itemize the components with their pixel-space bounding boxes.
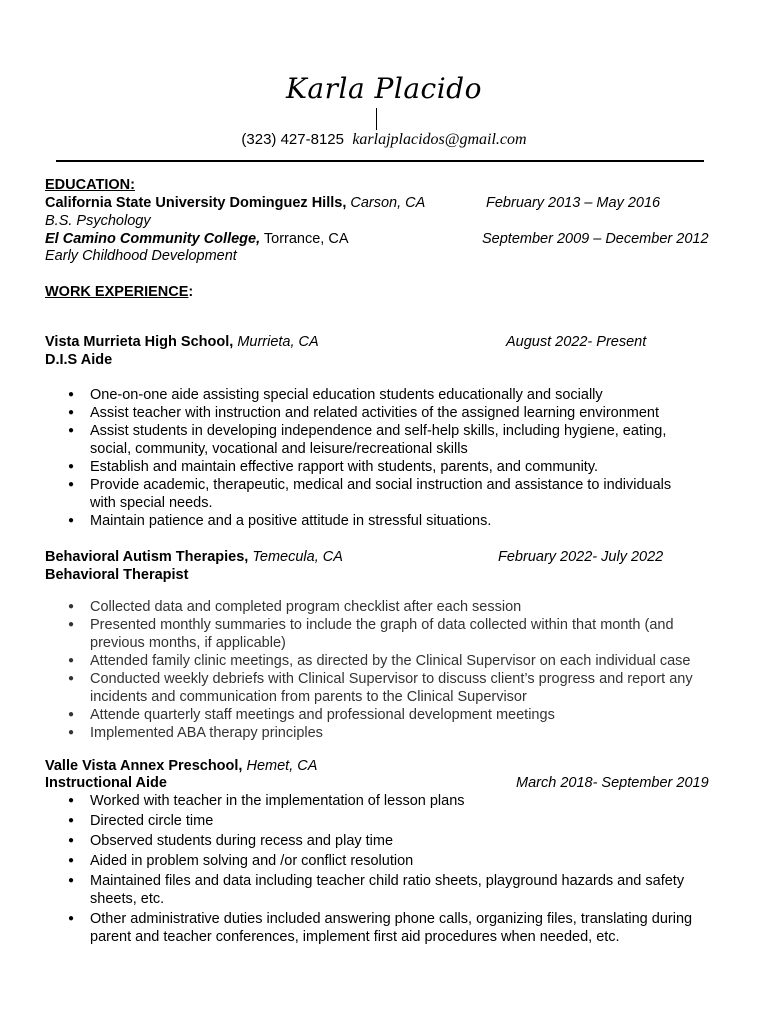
list-item: ● Attended family clinic meetings, as directed by the Clinical Supervisor on each individual case [68,652,722,670]
school-name: El Camino Community College, [45,231,261,247]
employer-location: Hemet, CA [246,758,318,774]
education-dates-2: September 2009 – December 2012 [482,231,709,247]
list-item: ● Other administrative duties included answering phone calls, organizing files, translating during parent and teacher conferences, implement first aid procedures when needed, etc. [68,910,722,946]
school-location: Carson, CA [350,195,426,211]
school-name: California State University Dominguez Hills, [45,195,347,211]
list-item: ● Presented monthly summaries to include the graph of data collected within that month (and previous months, if applicable) [68,616,722,652]
job-3-title: Instructional Aide [45,775,167,791]
list-item: ● Establish and maintain effective rapport with students, parents, and community. [68,458,700,476]
education-school-2 [45,230,349,248]
education-school-1 [45,194,425,212]
email-address: karlajplacidos@gmail.com [352,131,527,148]
list-item: ● Observed students during recess and play time [68,832,722,850]
job-3-dates: March 2018- September 2019 [516,775,709,791]
employer-name: Vista Murrieta High School, [45,334,234,350]
job-3-duties [68,792,722,946]
list-item: ● Implemented ABA therapy principles [68,724,722,742]
resume-name: Karla Placido [286,72,482,105]
list-item: ● Worked with teacher in the implementation of lesson plans [68,792,722,810]
header-divider [56,160,704,162]
job-1-title: D.I.S Aide [45,352,113,368]
list-item: ● Attende quarterly staff meetings and professional development meetings [68,706,722,724]
list-item: ● Provide academic, therapeutic, medical and social instruction and assistance to individuals with special needs. [68,476,700,512]
job-3-employer-line [45,757,317,775]
text-cursor [376,108,377,130]
school-location: Torrance, CA [263,231,349,247]
list-item: ● Conducted weekly debriefs with Clinical Supervisor to discuss client’s progress and report any incidents and communication from parents to the Clinical Supervisor [68,670,722,706]
job-2-employer-line [45,548,343,566]
list-item: ● Collected data and completed program checklist after each session [68,598,722,616]
education-degree-2: Early Childhood Development [45,248,237,264]
employer-name: Behavioral Autism Therapies, [45,549,249,565]
list-item: ● Maintained files and data including teacher child ratio sheets, playground hazards and safety sheets, etc. [68,872,722,908]
job-1-employer-line [45,333,319,351]
phone-number: (323) 427-8125 [241,131,344,148]
list-item: ● Aided in problem solving and /or conflict resolution [68,852,722,870]
work-heading: WORK EXPERIENCE: [45,284,194,300]
contact-line [0,131,768,149]
employer-name: Valle Vista Annex Preschool, [45,758,243,774]
job-2-dates: February 2022- July 2022 [498,549,664,565]
education-degree-1: B.S. Psychology [45,213,151,229]
employer-location: Murrieta, CA [237,334,319,350]
list-item: ● Directed circle time [68,812,722,830]
employer-location: Temecula, CA [252,549,343,565]
list-item: ● One-on-one aide assisting special education students educationally and socially [68,386,700,404]
education-heading: EDUCATION: [45,177,135,193]
education-dates-1: February 2013 – May 2016 [486,195,661,211]
job-1-dates: August 2022- Present [506,334,647,350]
list-item: ● Maintain patience and a positive attitude in stressful situations. [68,512,700,530]
job-2-duties [68,598,722,742]
job-1-duties [68,386,700,530]
list-item: ● Assist teacher with instruction and related activities of the assigned learning environment [68,404,700,422]
job-2-title: Behavioral Therapist [45,567,189,583]
list-item: ● Assist students in developing independence and self-help skills, including hygiene, eating, social, community, vocational and leisure/recreational skills [68,422,700,458]
